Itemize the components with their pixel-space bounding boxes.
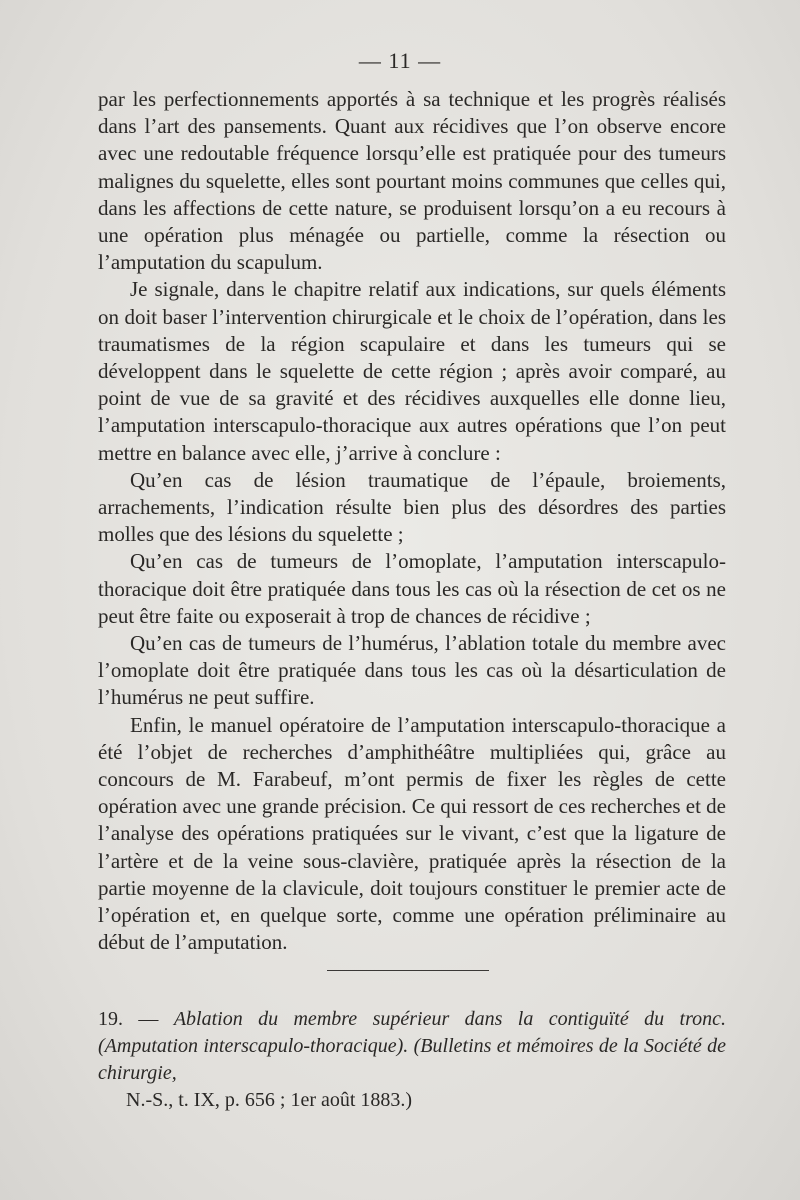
paragraph-5: Qu’en cas de tumeurs de l’humérus, l’ablation totale du membre avec l’omoplate doit être pratiquée dans tous les cas où la désarticulation de l’humérus ne peut suffire. — [98, 631, 726, 710]
page-number: — 11 — — [358, 48, 442, 73]
footnote-citation: N.-S., t. IX, p. 656 ; 1er août 1883.) — [126, 1089, 413, 1111]
separator-rule — [327, 970, 489, 971]
footnote-dash: — — [138, 1008, 159, 1030]
footnote — [98, 1006, 726, 1114]
paragraph-4: Qu’en cas de tumeurs de l’omoplate, l’amputation interscapulo-thoracique doit être pratiquée dans tous les cas où la résection de cet os ne peut être faite ou exposerait à trop de chances de récidive ; — [98, 549, 726, 628]
paragraph-6: Enfin, le manuel opératoire de l’amputation interscapulo-thoracique a été l’objet de recherches d’amphithéâtre multipliées qui, grâce au concours de M. Farabeuf, m’ont permis de fixer les règles de cette opération avec une grande précision. Ce qui ressort de ces recherches et de l’analyse des opérations pratiquées sur le vivant, c’est que la ligature de l’artère et de la veine sous-clavière, pratiquée après la résection de la partie moyenne de la clavicule, doit toujours constituer le premier acte de l’opération et, en quelque sorte, comme une opération préliminaire au début de l’amputation. — [98, 712, 726, 955]
footnote-title: Ablation du membre supérieur dans la contiguïté du tronc. (Amputation interscapulo-thoracique). (Bulletins et mémoires de la Société de chirurgie, — [98, 1008, 727, 1084]
paragraph-2: Je signale, dans le chapitre relatif aux indications, sur quels éléments on doit baser l’intervention chirurgicale et le choix de l’opération, dans les traumatismes de la région scapulaire et dans les tumeurs qui se développent dans le squelette de cette région ; après avoir comparé, au point de vue de sa gravité et des récidives auxquelles elle donne lieu, l’amputation interscapulo-thoracique aux autres opérations que l’on peut mettre en balance avec elle, j’arrive à conclure : — [98, 277, 726, 465]
body-text — [98, 86, 726, 957]
paragraph-1: par les perfectionnements apportés à sa technique et les progrès réalisés dans l’art des pansements. Quant aux récidives que l’on observe encore avec une redoutable fréquence lorsqu’elle est pratiquée pour des tumeurs malignes du squelette, elles sont pourtant moins communes que celles qui, dans les affections de cette nature, se produisent lorsqu’on a eu recours à une opération plus ménagée ou partielle, comme la résection ou l’amputation du scapulum. — [98, 87, 726, 275]
footnote-number: 19. — [98, 1008, 123, 1030]
paragraph-3: Qu’en cas de lésion traumatique de l’épaule, broiements, arrachements, l’indication résulte bien plus des désordres des parties molles que des lésions du squelette ; — [98, 467, 726, 547]
